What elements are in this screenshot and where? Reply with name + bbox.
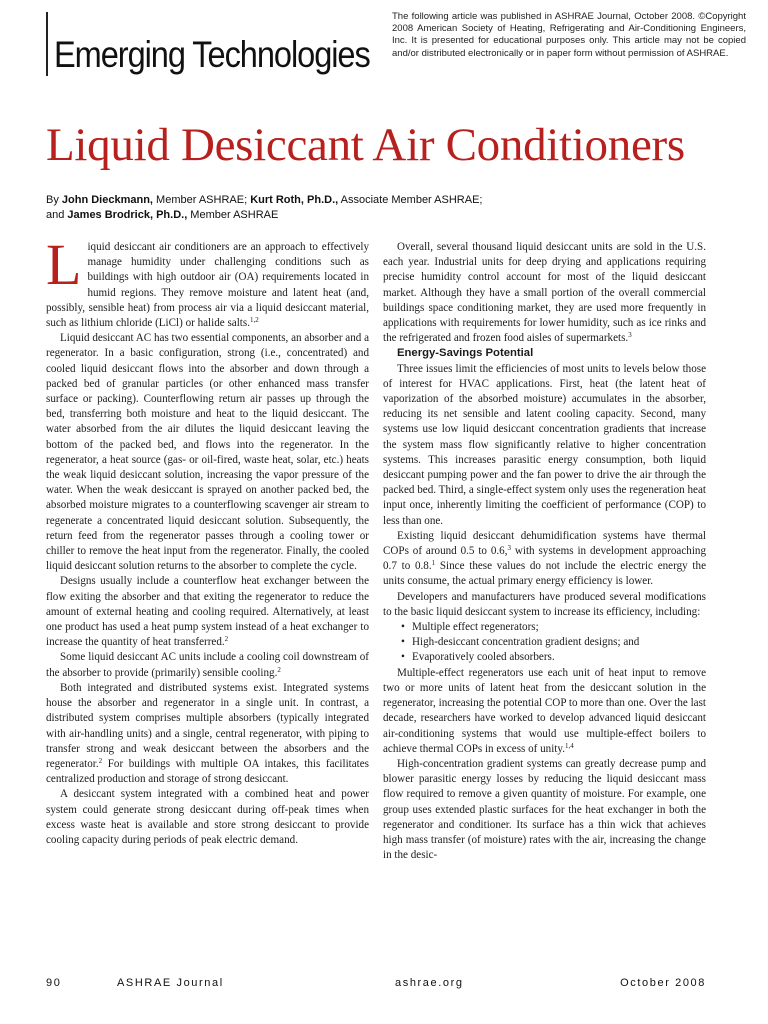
reference: 1 [431, 559, 436, 568]
paragraph-text: with systems in development approaching 0.7 to 0.8. [383, 545, 706, 573]
byline [46, 193, 706, 223]
reference: 1,4 [564, 741, 574, 750]
page-footer [46, 977, 706, 993]
author-role: Member ASHRAE; [152, 194, 251, 206]
paragraph [46, 681, 369, 787]
paragraph-text: Designs usually include a counterflow heat exchanger between the flow exiting the absorber and that exiting the regenerator to reduce the amount of external heating and cooling required. Alternatively, at least one product has used a heat pump system instead of a heat exchanger to increase the quantity of heat transferred. [46, 575, 369, 649]
paragraph-text: Multiple-effect regenerators use each unit of heat input to remove two or more units of latent heat from the desiccant solution in the regenerator, increasing the potential COP to more than one. Over the last decade, researchers have worked to develop advanced liquid desiccant air-conditioning systems that would use multiple-effect boilers to achieve thermal COPs in excess of unity. [383, 666, 706, 755]
paragraph-text: Both integrated and distributed systems exist. Integrated systems house the absorber and regenerator in a single unit. In contrast, a distributed system comprises multiple absorbers (typically integrated with air-handling units) and a single, central regenerator, with piping to transfer strong and weak desiccant between the absorbers and the regenerator. [46, 681, 369, 770]
paragraph [46, 232, 369, 331]
copyright-notice: The following article was published in ASHRAE Journal, October 2008. ©Copyright 2008 American Society of Heating, Refrigerating and Air-Conditioning Engineers, Inc. It is presented for educational purposes only. This article may not be copied and/or distributed electronically or in paper form without permission of ASHRAE. [392, 11, 746, 59]
reference: 1,2 [249, 316, 259, 325]
header-rule [46, 12, 48, 76]
list-item: • High-desiccant concentration gradient designs; and [401, 635, 706, 650]
author-name: Kurt Roth, Ph.D., [250, 194, 339, 206]
reference: 2 [277, 665, 281, 674]
right-column [383, 240, 706, 863]
issue-date: October 2008 [620, 977, 706, 989]
author-role: Member ASHRAE [187, 209, 279, 221]
list-item: • Evaporatively cooled absorbers. [401, 650, 706, 665]
website: ashrae.org [395, 977, 464, 989]
section-title: Emerging Technologies [54, 34, 370, 75]
bullet-list [383, 620, 706, 666]
journal-name: ASHRAE Journal [117, 977, 224, 989]
paragraph-text: For buildings with multiple OA intakes, this facilitates centralized production and storage of strong desiccant. [46, 757, 369, 786]
reference: 3 [628, 331, 632, 340]
paragraph: Liquid desiccant AC has two essential components, an absorber and a regenerator. In a basic configuration, strong (i.e., concentrated) and cooled liquid desiccant flows into the absorber and down through a packed bed of granular particles (or other enhanced mass transfer surface or packing). Counterflowing return air passes up through the bed, transferring both moisture and heat to the liquid desiccant. The water absorbed from the air dilutes the liquid desiccant leaving the bottom of the packed bed, and flows into the regenerator. In the regenerator, a heat source (gas- or oil-fired, waste heat, solar, etc.) heats the weak liquid desiccant solution, increasing the vapor pressure of the water. When the weak desiccant is sprayed on another packed bed, the absorbed moisture migrates to a counterflowing scavenger air stream to regenerate a concentrated liquid desiccant solution. Subsequently, the return feed from the regenerator passes through a cooling tower or chiller to remove the heat input from the regenerator. Finally, the cooled liquid desiccant solution returns to the absorber to complete the cycle. [46, 332, 370, 573]
page-number: 90 [46, 977, 62, 989]
paragraph-text: Existing liquid desiccant dehumidification systems have thermal COPs of around 0.5 to 0.6, [383, 529, 706, 558]
byline-by: By [46, 194, 62, 206]
drop-cap: L [46, 232, 82, 297]
paragraph-text: iquid desiccant air conditioners are an approach to effectively manage humidity under challenging conditions such as buildings with high outdoor air (OA) requirements located in humid regions. They remove moisture and latent heat (and, possibly, sensible heat) from process air via a liquid desiccant material, such as lithium chloride (LiCl) or halide salts. [46, 241, 369, 330]
paragraph: A desiccant system integrated with a combined heat and power system could generate strong desiccant during off-peak times when excess waste heat is available and store strong desiccant to provide cooling capacity during periods of peak electric demand. [46, 788, 369, 846]
author-role: Associate Member ASHRAE; [338, 194, 483, 206]
reference: 3 [507, 544, 511, 553]
paragraph [46, 650, 369, 680]
paragraph: High-concentration gradient systems can greatly decrease pump and blower parasitic energy losses by reducing the liquid desiccant mass flow required to remove a given quantity of moisture. For example, one group uses extended plastic surfaces for the heat exchanger in both the regenerator and conditioner. Its surface has a thin wick that achieves high mass transfer (of moisture) rates with the air, increasing the change in the desic- [383, 757, 706, 862]
author-name: John Dieckmann, [61, 194, 153, 206]
byline-and: and [46, 209, 68, 221]
paragraph: Developers and manufacturers have produced several modifications to the basic liquid desiccant system to increase its efficiency, including: [383, 590, 706, 618]
paragraph-text: Since these values do not include the electric energy the units consume, the actual primary energy efficiency is lower. [383, 560, 706, 588]
reference: 2 [98, 756, 103, 765]
paragraph [383, 240, 706, 346]
paragraph [383, 666, 706, 757]
article-title: Liquid Desiccant Air Conditioners [46, 119, 685, 171]
subheading: Energy-Savings Potential [397, 347, 534, 360]
left-column [46, 232, 370, 848]
reference: 2 [224, 635, 229, 644]
paragraph-text: Overall, several thousand liquid desiccant units are sold in the U.S. each year. Industrial units for deep drying and applications requiring precise humidity control account for most of the liquid desiccant market. Although they have a small portion of the overall commercial buildings space conditioning market, they are used more frequently in applications with requirements for lower humidity, such as ice rinks and the refrigerated and frozen food aisles of supermarkets. [383, 241, 706, 345]
list-item: • Multiple effect regenerators; [401, 620, 706, 635]
paragraph: Three issues limit the efficiencies of most units to levels below those of interest for HVAC applications. First, heat (the latent heat of vaporization of the absorbed moisture) accumulates in the absorber, reducing its net sensible and latent cooling capacity. Second, many systems use low liquid desiccant concentration gradients that increase the system mass flow significantly relative to higher concentration systems. This increases parasitic energy consumption, both liquid desiccant pumping power and the fan power to drive the air through the packed bed. Third, a single-effect system only uses the regeneration heat input once, inherently limiting the coefficient of performance (COP) to less than one. [383, 362, 706, 527]
paragraph [46, 574, 369, 650]
author-name: James Brodrick, Ph.D., [67, 209, 188, 221]
paragraph-text: Some liquid desiccant AC units include a cooling coil downstream of the absorber to provide (primarily) sensible cooling. [46, 651, 369, 679]
paragraph [383, 529, 706, 590]
